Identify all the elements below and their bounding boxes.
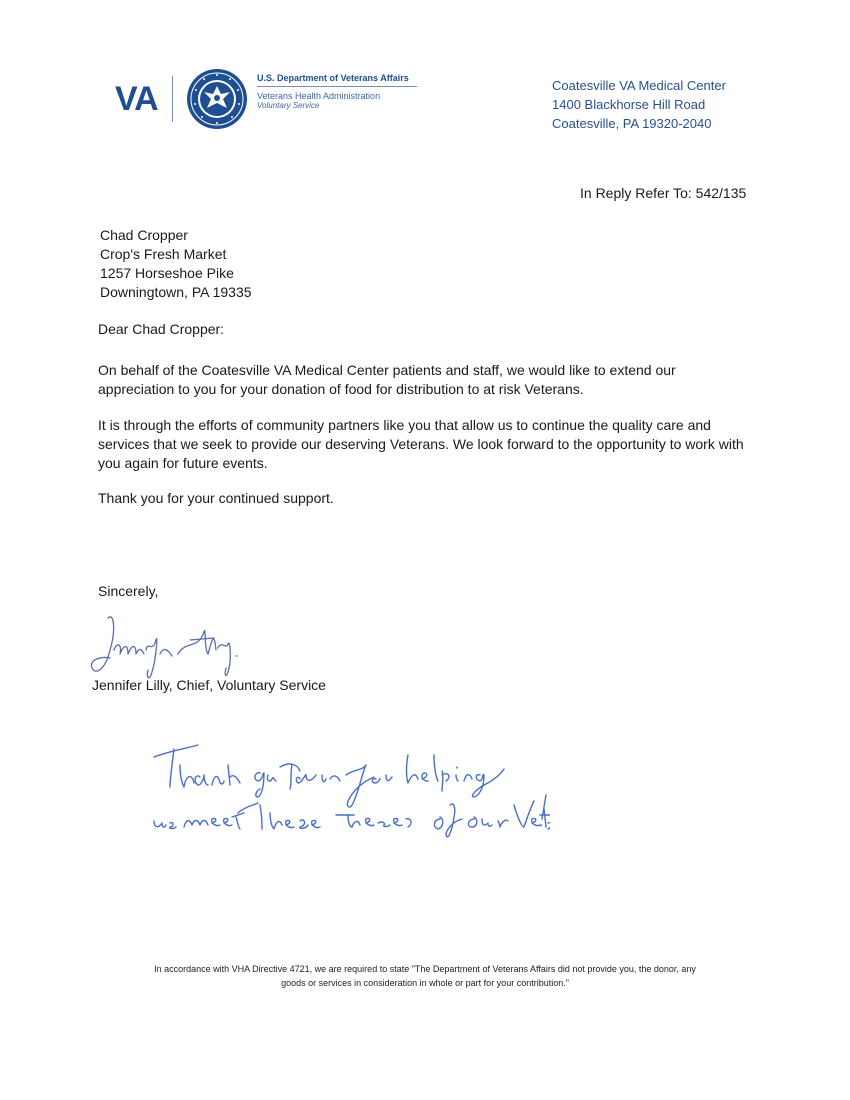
department-block xyxy=(257,73,417,110)
footer-line-2: goods or services in consideration in whole or part for your contribution." xyxy=(281,978,569,988)
signer-name-title: Jennifer Lilly, Chief, Voluntary Service xyxy=(92,677,326,693)
va-seal-icon xyxy=(186,68,248,130)
administration-name: Veterans Health Administration xyxy=(257,91,381,101)
department-title: U.S. Department of Veterans Affairs xyxy=(257,73,417,87)
recipient-company: Crop's Fresh Market xyxy=(100,246,227,262)
center-name: Coatesville VA Medical Center xyxy=(552,78,726,93)
handwritten-note xyxy=(140,735,550,845)
logo-divider xyxy=(172,76,173,122)
body-paragraph-2: It is through the efforts of community partners like you that allow us to continue the quality care and services that we seek to provide our deserving Veterans. We look forward to the opportunity to work with you again for future events. xyxy=(98,417,744,471)
medical-center-address xyxy=(552,76,726,133)
recipient-street: 1257 Horseshoe Pike xyxy=(100,265,234,281)
recipient-name: Chad Cropper xyxy=(100,227,188,243)
center-city: Coatesville, PA 19320-2040 xyxy=(552,116,712,131)
center-street: 1400 Blackhorse Hill Road xyxy=(552,97,706,112)
service-name: Voluntary Service xyxy=(257,101,320,110)
footer-line-1: In accordance with VHA Directive 4721, we are required to state "The Department of Veterans Affairs did not provide you, the donor, any xyxy=(154,964,696,974)
closing: Sincerely, xyxy=(98,583,159,599)
body-paragraph-3: Thank you for your continued support. xyxy=(98,490,334,506)
reply-reference: In Reply Refer To: 542/135 xyxy=(580,185,747,201)
va-logo: VA xyxy=(115,80,158,118)
recipient-address xyxy=(100,226,252,302)
body-paragraph-1: On behalf of the Coatesville VA Medical Center patients and staff, we would like to extend our appreciation to you for your donation of food for distribution to at risk Veterans. xyxy=(98,362,676,397)
vha-directive-footer xyxy=(70,962,780,990)
greeting: Dear Chad Cropper: xyxy=(98,321,225,337)
recipient-city: Downingtown, PA 19335 xyxy=(100,284,252,300)
